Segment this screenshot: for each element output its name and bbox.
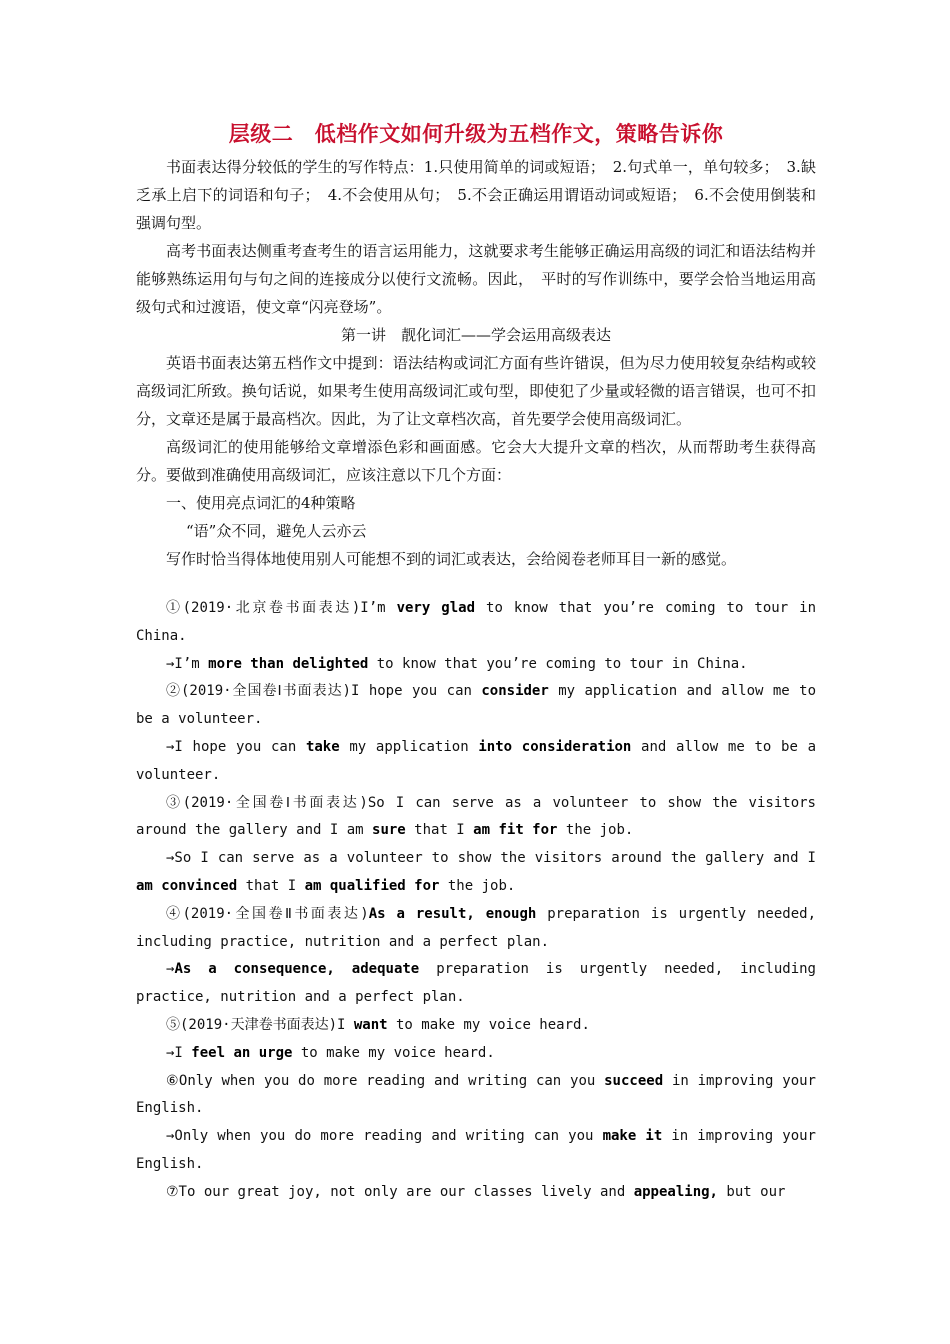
example-1: ①(2019·北京卷书面表达)I’m very glad to know that you’re coming to tour in China. [136, 600, 817, 644]
example-2: ②(2019·全国卷Ⅰ书面表达)I hope you can consider my application and allow me to be a volunteer. [136, 683, 816, 728]
rewrite-3: →So I can serve as a volunteer to show the visitors around the gallery and I am convinced that I am qualified for the job. [136, 850, 816, 894]
intro-paragraph-2: 高考书面表达侧重考查考生的语言运用能力，这就要求考生能够正确运用高级的词汇和语法结构并能够熟练运用句与句之间的连接成分以使行文流畅。因此， 平时的写作训练中，要学会恰当地运用高级句式和过渡语，使文章“闪亮登场”。 [136, 242, 816, 316]
examples-section [136, 595, 816, 1207]
section-heading: 一、使用亮点词汇的4种策略 [166, 494, 356, 512]
strategy-description: 写作时恰当得体地使用别人可能想不到的词汇或表达，会给阅卷老师耳目一新的感觉。 [166, 550, 737, 568]
rewrite-5: →I feel an urge to make my voice heard. [166, 1044, 495, 1061]
intro-section [136, 153, 816, 573]
body-paragraph-2: 高级词汇的使用能够给文章增添色彩和画面感。它会大大提升文章的档次，从而帮助考生获得高分。要做到准确使用高级词汇，应该注意以下几个方面： [136, 438, 816, 484]
strategy-heading: “语”众不同，避免人云亦云 [186, 522, 367, 540]
lecture-heading: 第一讲 靓化词汇——学会运用高级表达 [340, 326, 611, 344]
example-4: ④(2019·全国卷Ⅱ书面表达)As a result, enough preparation is urgently needed, including practice, nutrition and a perfect plan. [136, 905, 816, 950]
rewrite-6: →Only when you do more reading and writing can you make it in improving your English. [136, 1128, 816, 1172]
intro-paragraph-1: 书面表达得分较低的学生的写作特点：1.只使用简单的词或短语； 2.句式单一，单句较多； 3.缺乏承上启下的词语和句子； 4.不会使用从句； 5.不会正确运用谓语动词或短语； 6.不会使用倒装和强调句型。 [136, 158, 816, 232]
example-7: ⑦To our great joy, not only are our classes lively and appealing, but our [166, 1183, 786, 1200]
example-6: ⑥Only when you do more reading and writing can you succeed in improving your English. [136, 1072, 816, 1117]
rewrite-4: →As a consequence, adequate preparation is urgently needed, including practice, nutrition and a perfect plan. [136, 961, 816, 1006]
example-5: ⑤(2019·天津卷书面表达)I want to make my voice heard. [166, 1016, 590, 1033]
body-paragraph-1: 英语书面表达第五档作文中提到：语法结构或词汇方面有些许错误，但为尽力使用较复杂结构或较高级词汇所致。换句话说，如果考生使用高级词汇或句型，即使犯了少量或轻微的语言错误，也可不扣分，文章还是属于最高档次。因此，为了让文章档次高，首先要学会使用高级词汇。 [136, 354, 816, 428]
example-3: ③(2019·全国卷Ⅰ书面表达)So I can serve as a volunteer to show the visitors around the gallery and I am sure that I am fit for the job. [136, 794, 816, 839]
rewrite-1: →I’m more than delighted to know that you’re coming to tour in China. [166, 655, 748, 672]
rewrite-2: →I hope you can take my application into consideration and allow me to be a volunteer. [136, 738, 817, 783]
page-title: 层级二 低档作文如何升级为五档作文，策略告诉你 [228, 121, 724, 146]
